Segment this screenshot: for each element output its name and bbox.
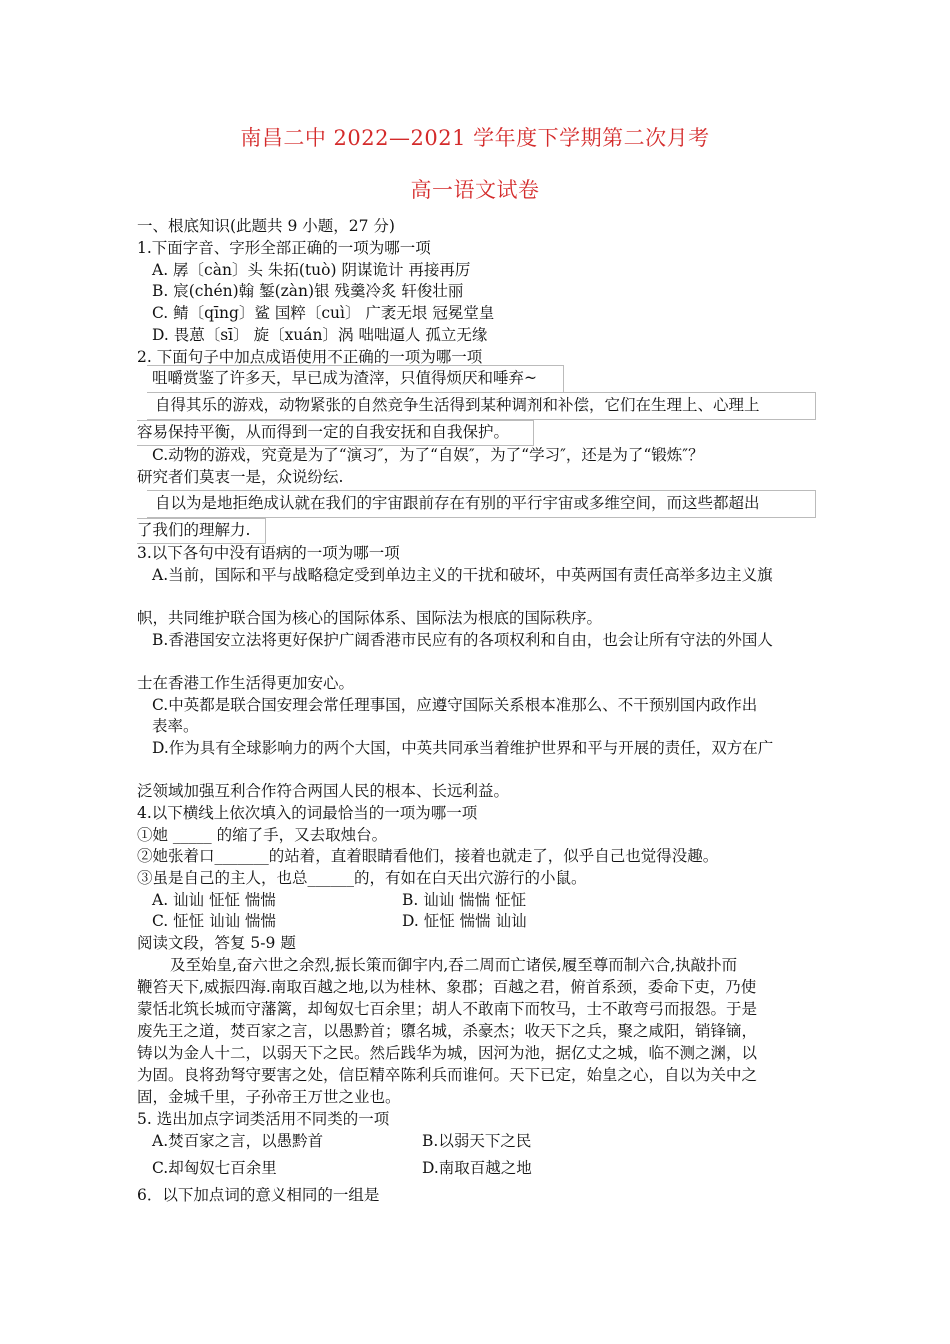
q3-option-d-line2: 泛领域加强互利合作符合两国人民的根本、长远利益。 [137,782,510,800]
q4-sentence-1: ①她 _____ 的缩了手，又去取烛台。 [137,826,388,844]
q3-option-c-line2: 表率。 [152,717,199,735]
q6-stem: 6．以下加点词的意义相同的一组是 [137,1186,380,1204]
q4-sentence-2: ②她张着口_______的站着，直着眼睛看他们，接着也就走了，似乎自己也觉得没趣。 [137,847,719,865]
section-heading: 一、根底知识(此题共 9 小题，27 分) [137,217,395,235]
q5-option-b: B.以弱天下之民 [422,1132,532,1150]
q2-option-a: 咀嚼赏鉴了许多天，早已成为渣滓，只值得烦厌和唾弃~ [152,369,537,387]
q1-option-c: C. 鲭〔qīng〕鲨 国粹〔cuì〕 广袤无垠 冠冕堂皇 [152,304,495,322]
q4-sentence-3: ③虽是自己的主人，也总______的，有如在白天出穴游行的小鼠。 [137,869,587,887]
q1-option-d: D. 畏葸〔sī〕 旋〔xuán〕涡 咄咄逼人 孤立无缘 [152,326,488,344]
q5-option-a: A.焚百家之言，以愚黔首 [152,1132,324,1150]
q2-option-d-line1: 自以为是地拒绝成认就在我们的宇宙跟前存在有别的平行宇宙或多维空间，而这些都超出 [155,494,760,512]
q3-stem: 3.以下各句中没有语病的一项为哪一项 [137,544,400,562]
q2-option-c-line2: 研究者们莫衷一是，众说纷纭. [137,468,344,486]
q3-option-a-line1: A.当前，国际和平与战略稳定受到单边主义的干扰和破坏，中英两国有责任高举多边主义旗 [152,566,773,584]
exam-title: 南昌二中 2022—2021 学年度下学期第二次月考 [240,126,710,150]
reading-line-3: 蒙恬北筑长城而守藩篱，却匈奴七百余里；胡人不敢南下而牧马，士不敢弯弓而报怨。于是 [137,1000,758,1018]
q4-option-c: C. 怔怔 讪讪 惴惴 [152,912,277,930]
q1-option-b: B. 宸(chén)翰 錾(zàn)银 残羹冷炙 轩俊壮丽 [152,282,464,300]
q3-option-b-line2: 士在香港工作生活得更加安心。 [137,674,355,692]
reading-line-4: 废先王之道，焚百家之言，以愚黔首；隳名城，杀豪杰；收天下之兵，聚之咸阳，销锋镝， [137,1022,758,1040]
q5-option-d: D.南取百越之地 [422,1159,532,1177]
q2-option-b-line1: 自得其乐的游戏，动物紧张的自然竞争生活得到某种调剂和补偿，它们在生理上、心理上 [155,396,760,414]
q4-option-d: D. 怔怔 惴惴 讪讪 [402,912,527,930]
q3-option-c-line1: C.中英都是联合国安理会常任理事国，应遵守国际关系根本准那么、不干预别国内政作出 [152,696,758,714]
q2-stem: 2. 下面句子中加点成语使用不正确的一项为哪一项 [137,348,483,366]
q1-stem: 1.下面字音、字形全部正确的一项为哪一项 [137,239,431,257]
exam-subtitle: 高一语文试卷 [410,178,540,202]
reading-line-2: 鞭笞天下,威振四海.南取百越之地,以为桂林、象郡；百越之君，俯首系颈，委命下吏，乃使 [137,978,757,996]
reading-line-7: 固，金城千里，子孙帝王万世之业也。 [137,1088,401,1106]
q3-option-a-line2: 帜，共同维护联合国为核心的国际体系、国际法为根底的国际秩序。 [137,609,603,627]
reading-line-6: 为固。良将劲弩守要害之处，信臣精卒陈利兵而谁何。天下已定，始皇之心，自以为关中之 [137,1066,758,1084]
q2-option-d-line2: 了我们的理解力. [137,521,251,539]
reading-line-5: 铸以为金人十二，以弱天下之民。然后践华为城，因河为池，据亿丈之城，临不测之渊，以 [137,1044,758,1062]
q1-option-a: A. 孱〔càn〕头 朱拓(tuò) 阴谋诡计 再接再厉 [152,261,471,279]
q4-option-a: A. 讪讪 怔怔 惴惴 [152,891,276,909]
q5-stem: 5. 选出加点字词类活用不同类的一项 [137,1110,390,1128]
q2-option-b-line2: 容易保持平衡，从而得到一定的自我安抚和自我保护。 [137,423,510,441]
q4-option-b: B. 讪讪 惴惴 怔怔 [402,891,527,909]
q3-option-b-line1: B.香港国安立法将更好保护广阔香港市民应有的各项权利和自由，也会让所有守法的外国人 [152,631,773,649]
reading-line-1: 及至始皇,奋六世之余烈,振长策而御宇内,吞二周而亡诸侯,履至尊而制六合,执敲扑而 [170,956,738,974]
reading-intro: 阅读文段，答复 5-9 题 [137,934,296,952]
q2-option-c-line1: C.动物的游戏，究竟是为了“演习″，为了“自娱″，为了“学习″，还是为了“锻炼″？ [152,446,704,464]
q3-option-d-line1: D.作为具有全球影响力的两个大国，中英共同承当着维护世界和平与开展的责任，双方在广 [152,739,774,757]
q4-stem: 4.以下横线上依次填入的词最恰当的一项为哪一项 [137,804,478,822]
q5-option-c: C.却匈奴七百余里 [152,1159,277,1177]
